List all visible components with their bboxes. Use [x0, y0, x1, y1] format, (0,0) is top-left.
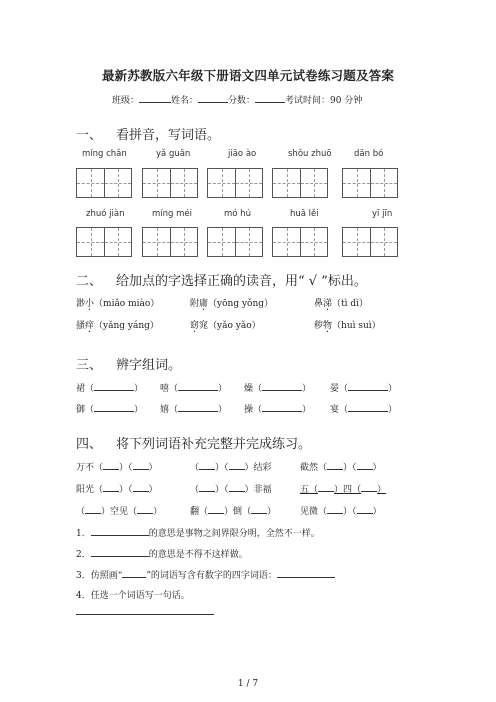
answer-blank[interactable]	[91, 546, 149, 557]
section-2-heading: 二、 给加点的字选择正确的读音，用“ √ ”标出。	[76, 274, 367, 289]
idiom-item[interactable]: 阳光（ ）（ ）	[76, 482, 158, 495]
word-item[interactable]: 操（ ）	[244, 402, 311, 415]
question-1: 1． 的意思是事物之间界限分明，全然不一样。	[76, 525, 320, 539]
score-blank[interactable]	[255, 92, 285, 103]
reading-item[interactable]: 鼻涕（tì dì）	[314, 299, 369, 309]
word-item[interactable]: 嘻（ ）	[160, 381, 227, 394]
idiom-item[interactable]: 翻（ ）倒（ ）	[190, 504, 276, 517]
word-item[interactable]: 燥（ ）	[244, 381, 311, 394]
writing-grid[interactable]	[342, 227, 398, 257]
pinyin-2: yǎ guān	[156, 149, 191, 159]
pinyin-7: míng méi	[152, 209, 192, 219]
idiom-item-underlined[interactable]: 五（ ）四（ ）	[300, 482, 386, 495]
class-blank[interactable]	[139, 92, 171, 103]
name-label: 姓名：	[171, 96, 199, 106]
writing-grid[interactable]	[272, 227, 328, 257]
idiom-item[interactable]: 见微（ ）（ ）	[300, 504, 382, 517]
writing-grid[interactable]	[207, 168, 263, 198]
writing-grid[interactable]	[207, 227, 263, 257]
reading-item[interactable]: 附庸（yōng yǒng）	[190, 299, 274, 309]
word-item[interactable]: 宴（ ）	[330, 402, 397, 415]
idiom-item[interactable]: （ ）（ ）结彩	[190, 460, 272, 473]
pinyin-1: míng chǎn	[82, 149, 127, 159]
answer-line[interactable]	[76, 614, 214, 615]
idiom-item[interactable]: 截然（ ）（ ）	[300, 460, 382, 473]
reading-item[interactable]: 窈窕（yǎo yǎo）	[190, 321, 261, 331]
word-item[interactable]: 嬉（ ）	[160, 402, 227, 415]
pinyin-8: mó hú	[224, 209, 251, 219]
pinyin-6: zhuó jiàn	[86, 209, 125, 219]
page-number: 1 / 7	[237, 679, 259, 689]
name-blank[interactable]	[198, 92, 228, 103]
reading-item[interactable]: 渺小（miǎo miào）	[76, 299, 160, 309]
class-label: 班级：	[112, 96, 140, 106]
pinyin-3: jiāo ào	[228, 149, 257, 159]
answer-blank[interactable]	[91, 525, 149, 536]
section-4-heading: 四、 将下列词语补充完整并完成练习。	[76, 437, 312, 452]
section-3-heading: 三、 辨字组词。	[76, 358, 182, 373]
score-label: 分数：	[228, 96, 256, 106]
section-1-heading: 一、 看拼音，写词语。	[76, 128, 221, 143]
word-item[interactable]: 裙（ ）	[76, 381, 143, 394]
question-4: 4．任选一个词语写一句话。	[76, 591, 190, 601]
word-item[interactable]: 御（ ）	[76, 402, 143, 415]
question-2: 2． 的意思是不得不这样做。	[76, 546, 248, 560]
question-3: 3．仿照画“ ”的词语写含有数字的四字词语：	[76, 567, 335, 581]
reading-item[interactable]: 搔痒（yǎng yáng）	[76, 321, 159, 331]
writing-grid[interactable]	[142, 168, 198, 198]
word-item[interactable]: 晏（ ）	[330, 381, 397, 394]
pinyin-9: huā lěi	[290, 209, 319, 219]
writing-grid[interactable]	[76, 227, 132, 257]
pinyin-10: yī jīn	[372, 209, 393, 219]
student-info-line	[112, 92, 362, 106]
writing-grid[interactable]	[142, 227, 198, 257]
reading-item[interactable]: 秽物（huì suì）	[314, 321, 381, 331]
pinyin-5: dān bó	[354, 149, 384, 159]
idiom-item[interactable]: （ ）（ ）非福	[190, 482, 272, 495]
answer-blank[interactable]	[277, 567, 335, 578]
pinyin-4: shǒu zhuō	[288, 149, 332, 159]
idiom-item[interactable]: 万不（ ）（ ）	[76, 460, 158, 473]
page-title: 最新苏教版六年级下册语文四单元试卷练习题及答案	[101, 68, 395, 83]
time-label: 考试时间：90 分钟	[285, 96, 363, 106]
writing-grid[interactable]	[272, 168, 328, 198]
writing-grid[interactable]	[76, 168, 132, 198]
writing-grid[interactable]	[342, 168, 398, 198]
idiom-item[interactable]: （ ）空见（ ）	[76, 504, 162, 517]
